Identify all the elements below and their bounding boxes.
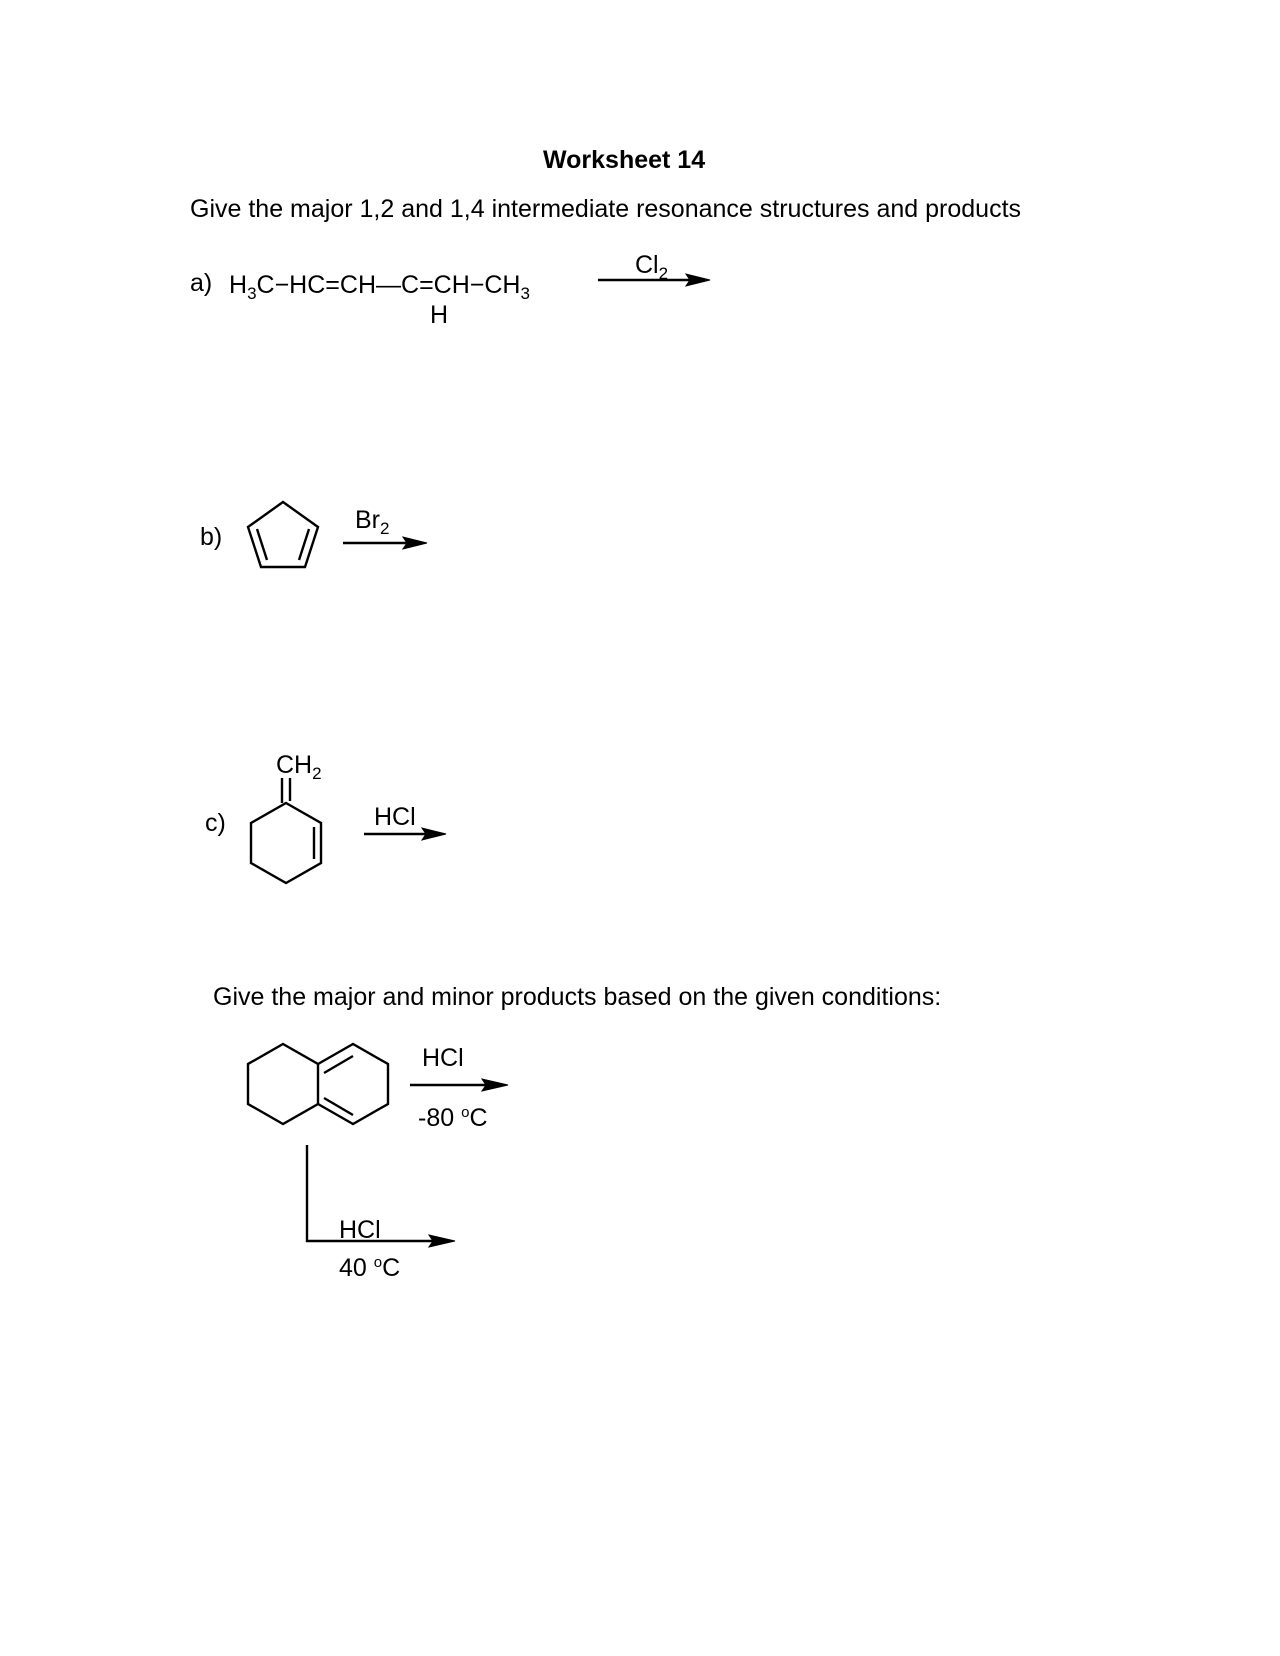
cold-arrow [410, 1077, 510, 1093]
problem-b-label: b) [200, 523, 223, 551]
formula-c-hc-ch: C−HC=CH [256, 271, 377, 299]
reagent-cl: Cl [635, 251, 659, 279]
warm-reagent: HCl [339, 1216, 381, 1244]
bicyclic-diene-structure [240, 1036, 400, 1126]
methylenecyclohexene-structure [240, 775, 330, 890]
formula-sub3b: 3 [520, 284, 530, 303]
problem-a-label: a) [190, 269, 213, 297]
cold-reagent: HCl [422, 1044, 464, 1072]
warm-temperature [339, 1254, 400, 1283]
reagent-br: Br [355, 506, 380, 534]
warm-temp-num: 40 [339, 1254, 374, 1282]
problem-b-reagent [355, 506, 390, 538]
formula-sub3: 3 [247, 284, 257, 303]
problem-a-h-below: H [430, 301, 449, 329]
cyclopentadiene-structure [243, 496, 323, 572]
formula-bond: — [376, 271, 402, 299]
reagent-cl-sub: 2 [658, 264, 669, 283]
warm-temp-deg: o [373, 1254, 383, 1271]
substituent-ch-sub: 2 [312, 764, 322, 783]
worksheet-title: Worksheet 14 [543, 146, 706, 174]
substituent-ch: CH [276, 751, 313, 779]
reagent-br-sub: 2 [380, 519, 390, 538]
instruction-major-minor: Give the major and minor products based on the given conditions: [213, 983, 942, 1011]
formula-c-ch-ch: C=CH−CH [401, 271, 521, 299]
problem-c-label: c) [205, 809, 226, 837]
problem-a-formula [229, 271, 530, 303]
warm-temp-unit: C [382, 1254, 401, 1282]
cold-temp-unit: C [469, 1104, 488, 1132]
cold-temp-num: -80 [418, 1104, 462, 1132]
problem-c-reagent: HCl [374, 803, 416, 831]
problem-a-reagent [635, 251, 669, 283]
formula-h: H [229, 271, 248, 299]
cold-temp-deg: o [461, 1104, 470, 1121]
warm-arrow [303, 1145, 463, 1255]
cold-temperature [418, 1104, 488, 1133]
instruction-resonance: Give the major 1,2 and 1,4 intermediate resonance structures and products [190, 195, 1022, 223]
